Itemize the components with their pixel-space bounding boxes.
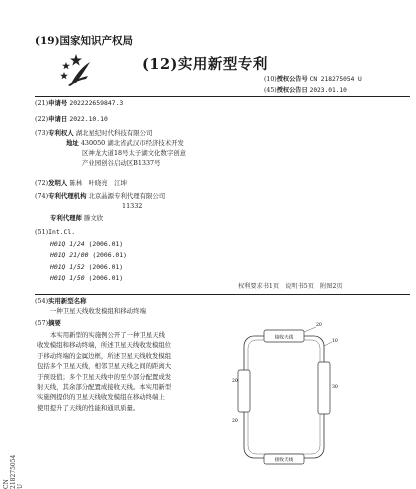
top-antenna-label: 接收天线 bbox=[274, 335, 294, 341]
inventors-code: (72) bbox=[35, 179, 49, 187]
patentee-row bbox=[35, 129, 152, 139]
inventors-value: 陈林 叶晓亮 江坤 bbox=[69, 179, 127, 187]
app-date-value: 2022.10.10 bbox=[69, 115, 108, 123]
app-no-label: 申请号 bbox=[48, 99, 68, 107]
inventors-label: 发明人 bbox=[48, 179, 68, 187]
int-cl-item bbox=[50, 240, 123, 250]
address-row bbox=[66, 139, 184, 149]
abstract-label: 摘要 bbox=[48, 319, 61, 327]
app-date-label: 申请日 bbox=[48, 115, 68, 123]
document-type-title: (12)实用新型专利 bbox=[142, 56, 268, 73]
int-cl-item bbox=[50, 251, 127, 261]
utility-model-title: 一种卫星天线收发模组和移动终端 bbox=[50, 307, 146, 315]
right-antenna bbox=[318, 362, 330, 414]
int-cl-class: H01Q 21/00 bbox=[50, 251, 89, 259]
address-line: 430050 湖北省武汉市经济技术开发 bbox=[80, 139, 184, 147]
pub-date-label: 授权公告日 bbox=[276, 87, 308, 94]
title-code: (54) bbox=[35, 297, 49, 305]
app-date-code: (22) bbox=[35, 115, 49, 123]
section-divider bbox=[35, 294, 410, 295]
abstract-line: 射天线，其余部分配置成接收天线。本实用新型 bbox=[37, 383, 172, 391]
issuing-office: (19)国家知识产权局 bbox=[35, 35, 134, 47]
pub-date-row bbox=[264, 87, 347, 95]
left-antenna bbox=[238, 370, 250, 412]
abstract-line: 使用提升了天线的性能和通讯质量。 bbox=[37, 404, 140, 412]
ref-numeral: 20 bbox=[232, 419, 238, 424]
int-cl-version: (2006.01) bbox=[92, 251, 127, 259]
int-cl-version: (2006.01) bbox=[88, 263, 124, 271]
abstract-line: 实施例提供的卫星天线收发模组在移动终端上 bbox=[37, 393, 165, 401]
abstract-code: (57) bbox=[35, 319, 49, 327]
agent-value: 滕文欣 bbox=[84, 214, 104, 222]
agency-name: 北京晶源专利代理有限公司 bbox=[88, 192, 166, 200]
agency-row bbox=[35, 192, 165, 202]
patentee-name: 湖北星纪时代科技有限公司 bbox=[75, 129, 153, 137]
agent-row bbox=[50, 214, 103, 224]
abstract-heading-row bbox=[35, 319, 61, 329]
pub-number-row bbox=[264, 76, 362, 84]
header-divider bbox=[35, 96, 410, 97]
address-line: 产业园创谷启动区B1337号 bbox=[82, 159, 161, 167]
patentee-code: (73) bbox=[35, 129, 49, 137]
abstract-line: 收发模组和移动终端，所述卫星天线收发模组位 bbox=[37, 341, 172, 349]
agency-code: (74) bbox=[35, 192, 49, 200]
abstract-line: 包括多个卫星天线，相邻卫星天线之间的距离大 bbox=[37, 362, 172, 370]
agency-label: 专利代理机构 bbox=[48, 192, 87, 200]
cnipa-logo-icon bbox=[58, 52, 94, 88]
int-cl-class: H01Q 1/50 bbox=[50, 274, 85, 282]
int-cl-item bbox=[50, 263, 123, 273]
int-cl-class: H01Q 1/24 bbox=[50, 240, 85, 248]
agent-label: 专利代理师 bbox=[50, 214, 82, 222]
ref-numeral: 30 bbox=[332, 385, 338, 390]
pub-number-value: CN 218275054 U bbox=[309, 76, 362, 83]
int-cl-label: Int.Cl. bbox=[48, 228, 76, 236]
app-no-value: 202222659847.3 bbox=[69, 99, 124, 107]
page-count-note: 权利要求书1页 说明书5页 附图2页 bbox=[238, 283, 343, 290]
inventors-row bbox=[35, 179, 127, 189]
int-cl-class: H01Q 1/52 bbox=[50, 263, 85, 271]
representative-drawing bbox=[232, 318, 342, 466]
address-label: 地址 bbox=[66, 139, 79, 147]
int-cl-row bbox=[35, 228, 75, 238]
int-cl-item bbox=[50, 274, 123, 284]
int-cl-version: (2006.01) bbox=[88, 274, 124, 282]
side-publication-number: CN 218275054 U bbox=[3, 454, 24, 489]
pub-number-code: (10) bbox=[264, 76, 277, 83]
pub-date-code: (45) bbox=[264, 87, 277, 94]
device-frame bbox=[244, 336, 324, 458]
bottom-antenna-label: 接收天线 bbox=[274, 458, 294, 463]
abstract-line: 于移动终端的金属边框，所述卫星天线收发模组 bbox=[37, 352, 172, 360]
patentee-label: 专利权人 bbox=[48, 129, 74, 137]
int-cl-version: (2006.01) bbox=[88, 240, 124, 248]
application-date-row bbox=[35, 115, 108, 125]
device-inner-frame bbox=[248, 340, 320, 454]
utility-model-title-row bbox=[35, 297, 86, 307]
title-label: 实用新型名称 bbox=[48, 297, 87, 305]
pub-number-label: 授权公告号 bbox=[276, 76, 308, 83]
ref-numeral: 10 bbox=[332, 339, 338, 344]
agency-code-number: 11332 bbox=[122, 202, 143, 210]
abstract-line: 于预设值；多个卫星天线中的至少部分配置成发 bbox=[37, 373, 172, 381]
application-number-row bbox=[35, 99, 123, 109]
ref-numeral: 20 bbox=[232, 379, 238, 384]
int-cl-code: (51) bbox=[35, 228, 49, 236]
pub-date-value: 2023.01.10 bbox=[309, 87, 347, 94]
address-line: 区神龙大道18号太子湖文化数字创意 bbox=[82, 149, 186, 157]
abstract-line: 本实用新型的实施例公开了一种卫星天线 bbox=[50, 331, 166, 339]
app-no-code: (21) bbox=[35, 99, 49, 107]
ref-numeral: 20 bbox=[316, 323, 322, 328]
